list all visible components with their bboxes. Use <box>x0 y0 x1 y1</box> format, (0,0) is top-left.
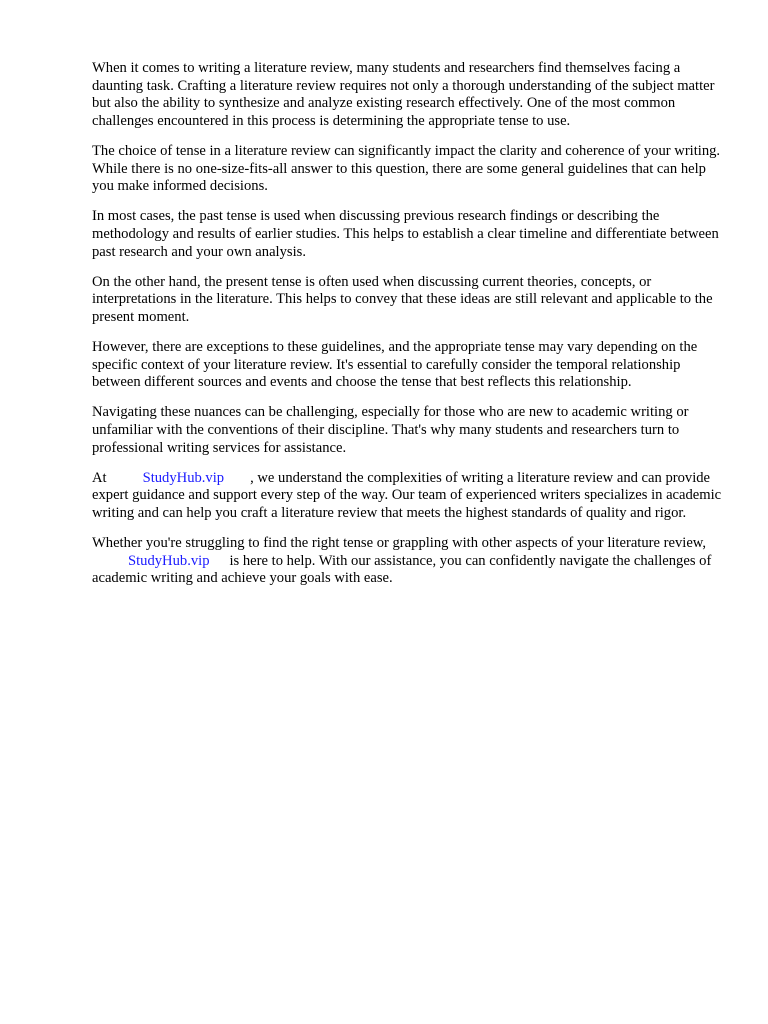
paragraph-closing <box>92 535 724 588</box>
document-body <box>92 60 724 601</box>
paragraph-closing-lead: Whether you're struggling to find the right tense or grappling with other aspects of your literature review, <box>92 535 707 552</box>
paragraph-past-tense: In most cases, the past tense is used when discussing previous research findings or describing the methodology and results of earlier studies. This helps to establish a clear timeline and differentiate between past research and your own analysis. <box>92 208 719 260</box>
paragraph-service-lead: At <box>92 469 107 486</box>
paragraph-present-tense: On the other hand, the present tense is often used when discussing current theories, concepts, or interpretations in the literature. This helps to convey that these ideas are still relevant and applicable to the present moment. <box>92 273 713 325</box>
paragraph-nuances: Navigating these nuances can be challenging, especially for those who are new to academic writing or unfamiliar with the conventions of their discipline. That's why many students and researchers turn to professional writing services for assistance. <box>92 404 689 456</box>
paragraph-service-intro <box>92 470 724 523</box>
studyhub-link[interactable]: StudyHub.vip <box>142 469 225 486</box>
paragraph-closing-rest: is here to help. With our assistance, you can confidently navigate the challenges of academic writing and achieve your goals with ease. <box>92 552 712 587</box>
paragraph-intro: When it comes to writing a literature review, many students and researchers find themselves facing a daunting task. Crafting a literature review requires not only a thorough understanding of the subject matter but also the ability to synthesize and analyze existing research effectively. One of the most common challenges encountered in this process is determining the appropriate tense to use. <box>92 60 715 129</box>
paragraph-tense-choice: The choice of tense in a literature review can significantly impact the clarity and coherence of your writing. While there is no one-size-fits-all answer to this question, there are some general guidelines that can help you make informed decisions. <box>92 142 721 195</box>
studyhub-link-closing[interactable]: StudyHub.vip <box>128 552 210 569</box>
paragraph-exceptions: However, there are exceptions to these guidelines, and the appropriate tense may vary depending on the specific context of your literature review. It's essential to carefully consider the temporal relationship between different sources and events and choose the tense that best reflects this relationship. <box>92 339 698 391</box>
paragraph-service-rest: , we understand the complexities of writing a literature review and can provide expert guidance and support every step of the way. Our team of experienced writers specializes in academic writing and can help you craft a literature review that meets the highest standards of quality and rigor. <box>92 469 722 522</box>
